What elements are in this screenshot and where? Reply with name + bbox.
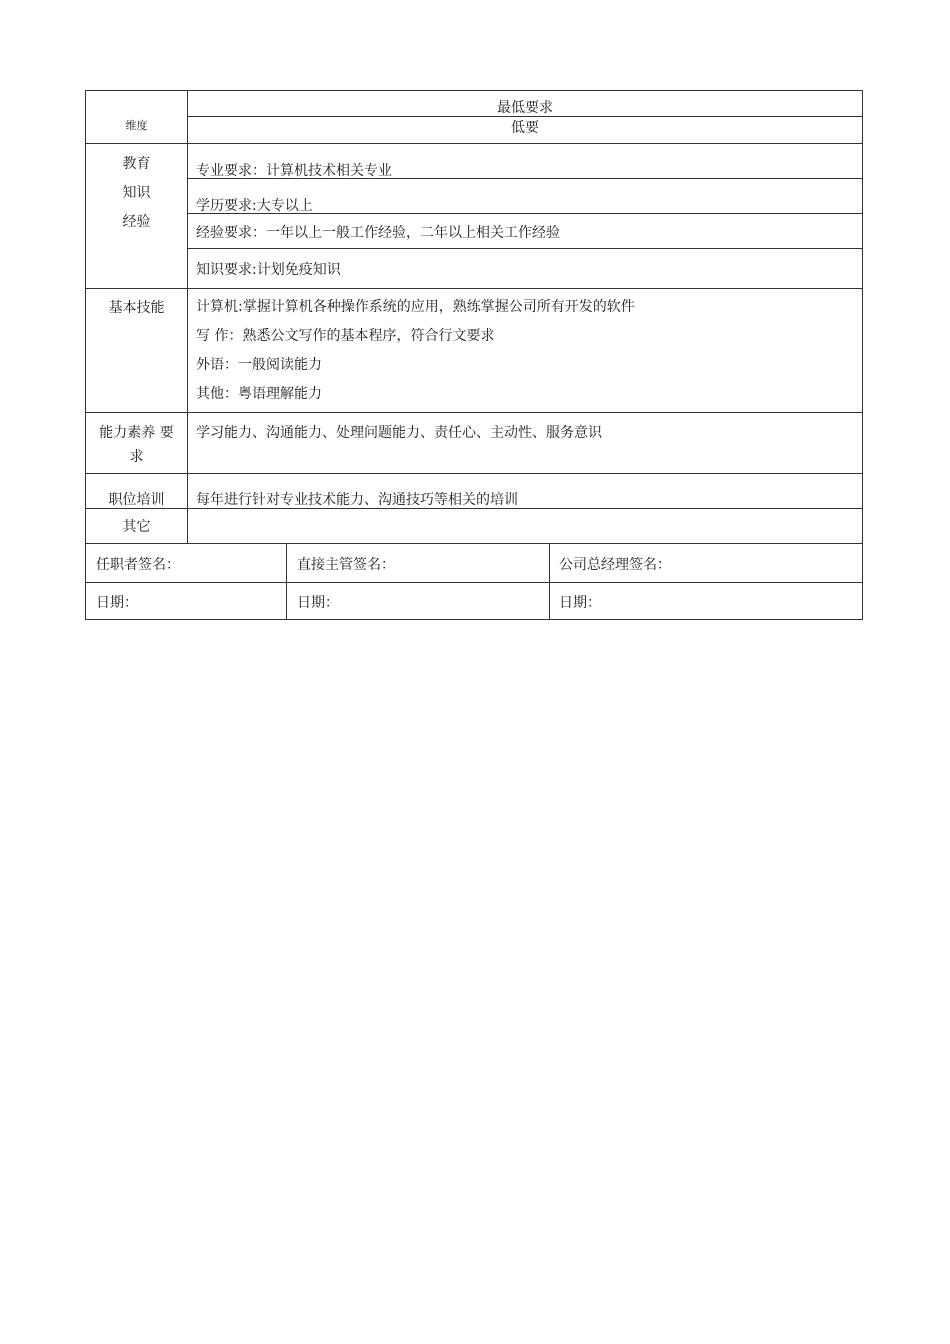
header-subtitle: 低要 <box>511 120 539 136</box>
column-divider <box>549 543 550 620</box>
row-divider <box>85 582 863 583</box>
row-divider <box>85 288 863 289</box>
table-border-top <box>85 90 863 91</box>
skill-language: 外语：一般阅读能力 <box>196 357 322 373</box>
experience-requirement: 经验要求：一年以上一般工作经验，二年以上相关工作经验 <box>196 225 560 241</box>
supervisor-signature-label: 直接主管签名： <box>297 557 395 573</box>
skill-writing: 写 作：熟悉公文写作的基本程序，符合行文要求 <box>196 328 495 344</box>
ability-value: 学习能力、沟通能力、处理问题能力、责任心、主动性、服务意识 <box>196 425 602 441</box>
education-label-line1: 教育 <box>122 156 151 172</box>
row-divider <box>85 543 863 544</box>
row-divider <box>85 508 863 509</box>
training-label: 职位培训 <box>108 492 165 508</box>
skill-computer: 计算机:掌握计算机各种操作系统的应用，熟练掌握公司所有开发的软件 <box>196 299 635 315</box>
table-border-right <box>862 90 863 620</box>
row-divider <box>85 143 863 144</box>
row-divider <box>187 248 863 249</box>
degree-requirement: 学历要求:大专以上 <box>196 198 313 214</box>
skills-label: 基本技能 <box>108 300 165 316</box>
ability-label-line2: 求 <box>129 449 144 465</box>
header-title: 最低要求 <box>497 100 553 116</box>
column-divider <box>187 90 188 543</box>
employee-signature-label: 任职者签名： <box>96 557 180 573</box>
row-divider <box>85 473 863 474</box>
ability-label-line1: 能力素养 要 <box>99 425 174 441</box>
supervisor-date-label: 日期： <box>297 595 339 611</box>
gm-signature-label: 公司总经理签名： <box>559 557 671 573</box>
skill-other: 其他：粤语理解能力 <box>196 386 322 402</box>
column-divider <box>286 543 287 620</box>
major-requirement: 专业要求：计算机技术相关专业 <box>196 163 392 179</box>
dimension-label: 维度 <box>125 119 148 132</box>
training-value: 每年进行针对专业技术能力、沟通技巧等相关的培训 <box>196 492 518 508</box>
education-label-line2: 知识 <box>122 185 151 201</box>
education-label-line3: 经验 <box>122 214 151 230</box>
gm-date-label: 日期： <box>559 595 601 611</box>
row-divider <box>187 116 863 117</box>
knowledge-requirement: 知识要求:计划免疫知识 <box>196 262 341 278</box>
row-divider <box>85 412 863 413</box>
other-label: 其它 <box>122 519 151 535</box>
table-border-bottom <box>85 619 863 620</box>
employee-date-label: 日期： <box>96 595 138 611</box>
